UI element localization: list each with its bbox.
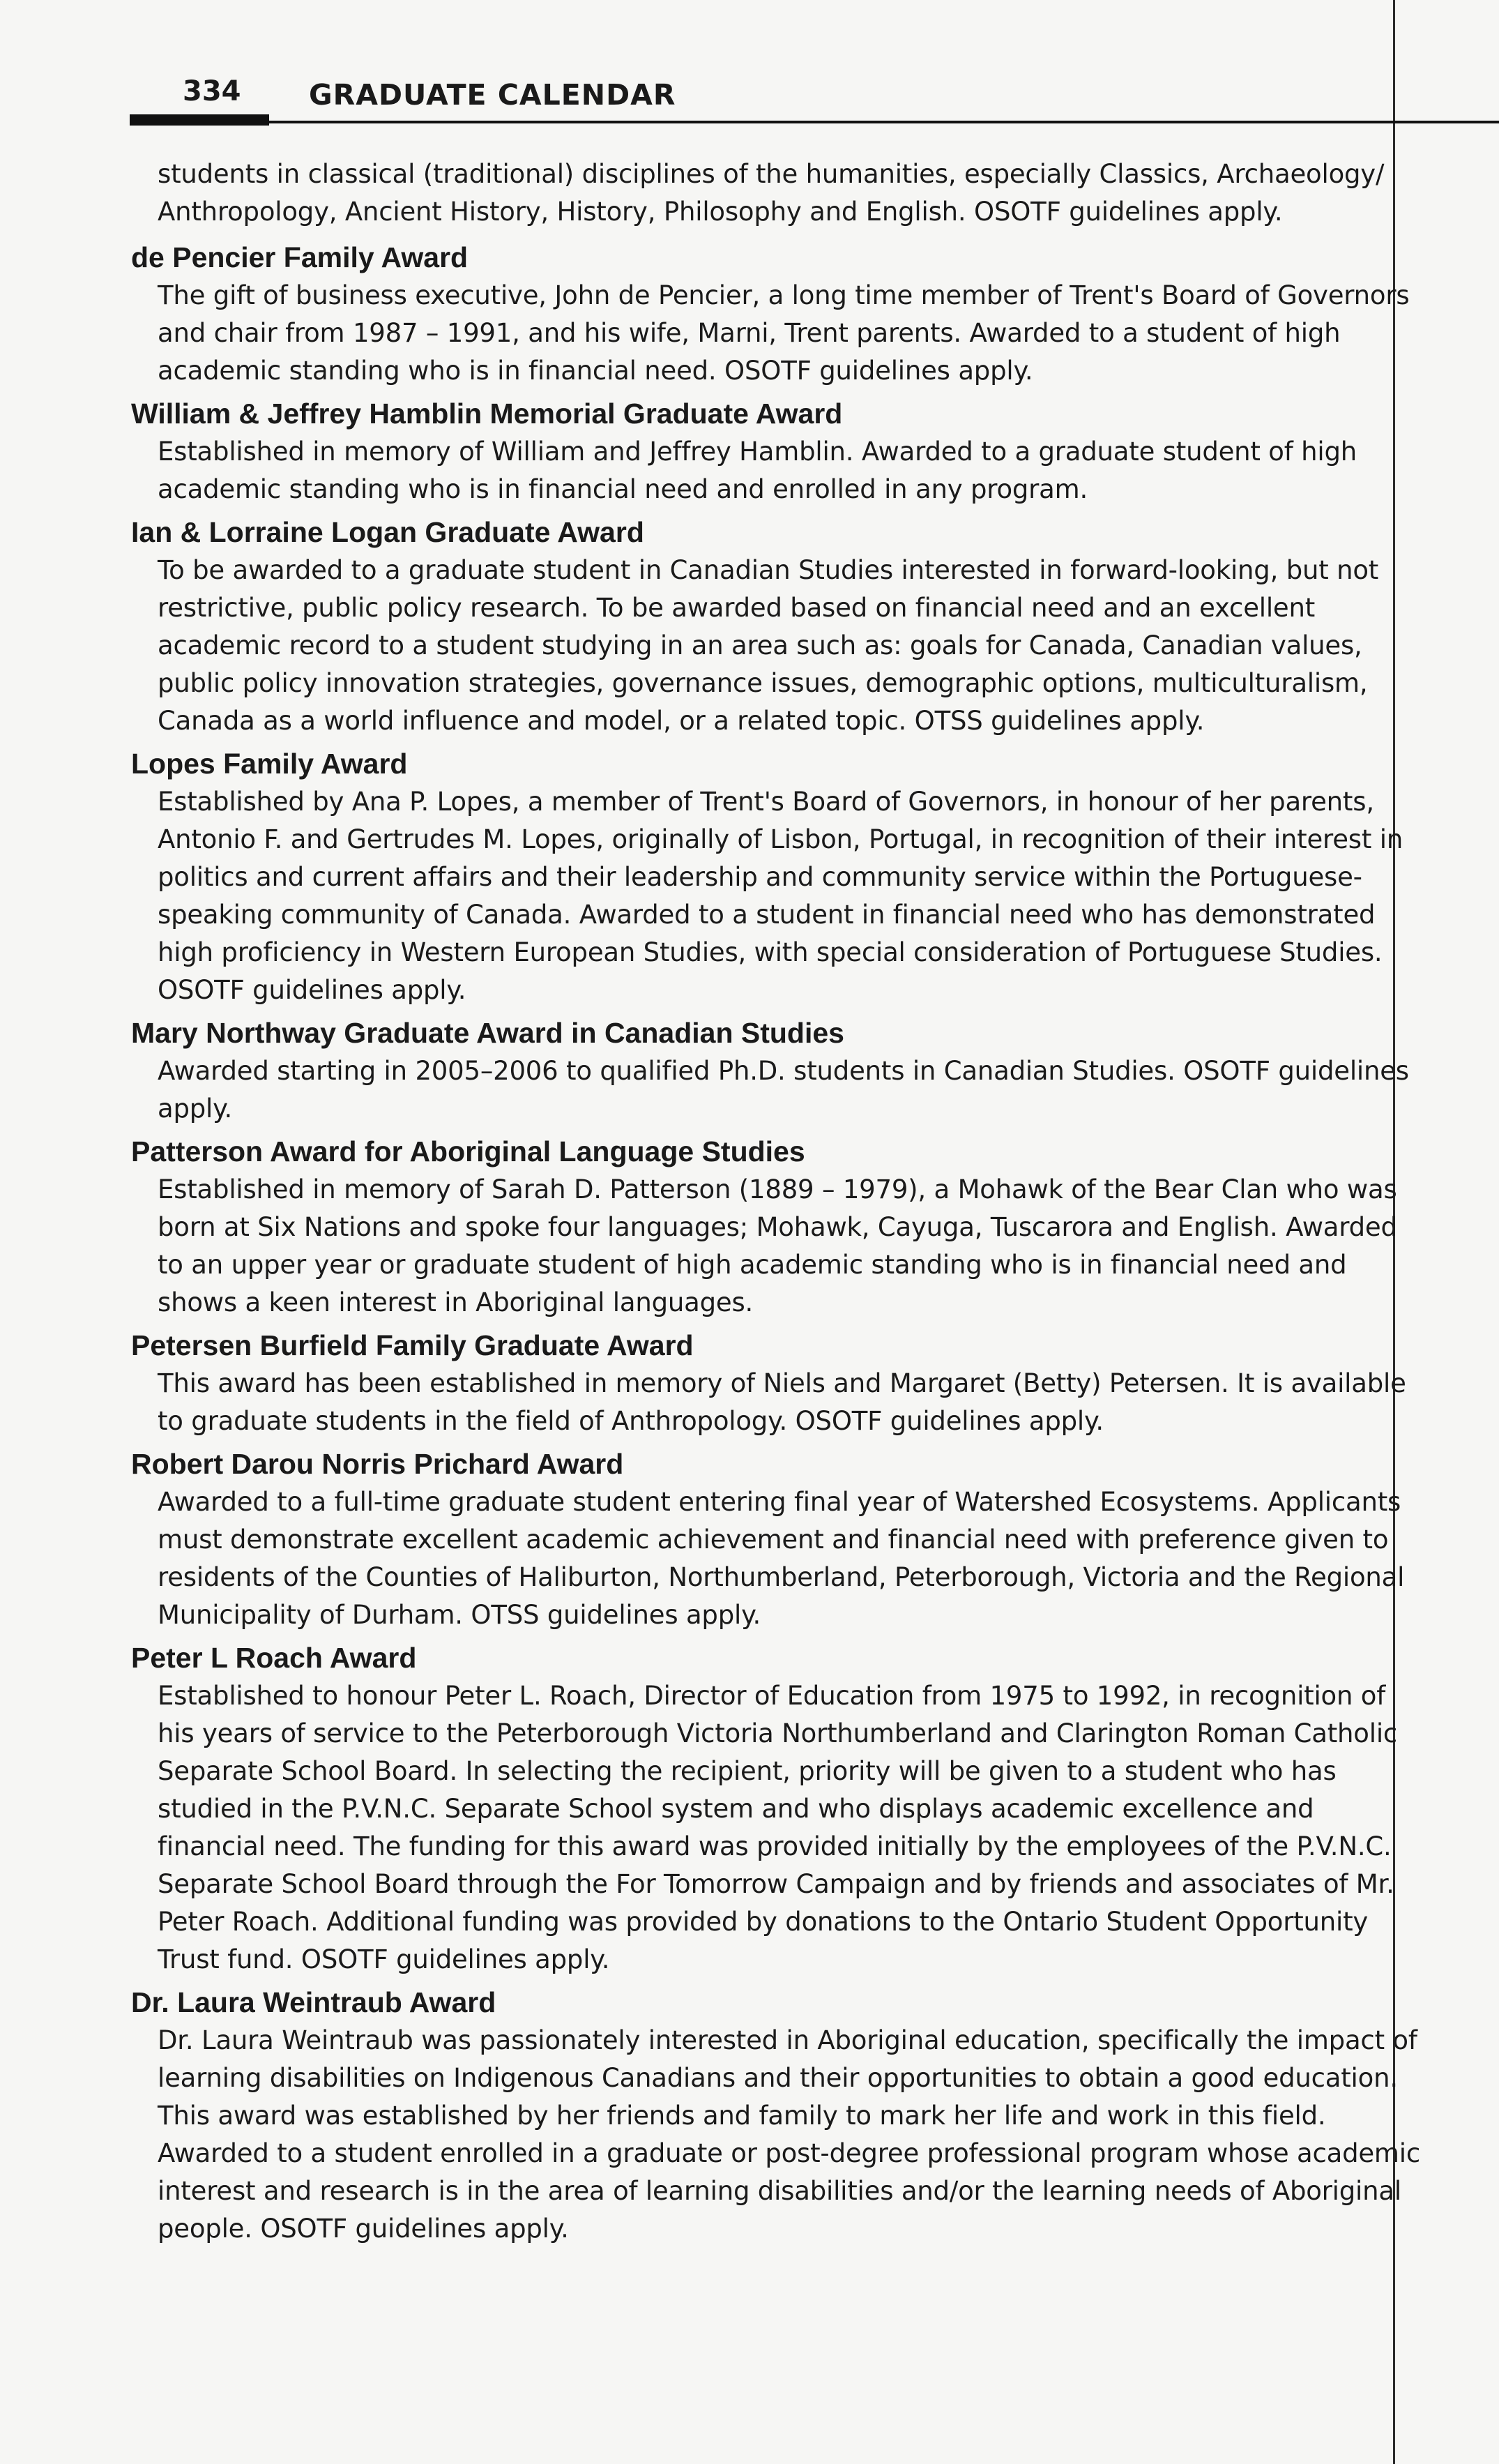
award-description: Established to honour Peter L. Roach, Director of Education from 1975 to 1992, in recognition of his years of service to the Peterborough Victoria Northumberland and Clarington Roman Catholic Separate School Board. In selecting the recipient, priority will be given to a student who has studied in the P.V.N.C. Separate School system and who displays academic excellence and financial need. The funding for this award was provided initially by the employees of the P.V.N.C. Separate School Board through the For Tomorrow Campaign and by friends and associates of Mr. Peter Roach. Additional funding was provided by donations to the Ontario Student Opportunity Trust fund. OSOTF guidelines apply. (158, 1681, 1398, 1974)
award-title: Patterson Award for Aboriginal Language Studies (131, 1135, 805, 1167)
award-title: Petersen Burfield Family Graduate Award (131, 1329, 694, 1361)
running-head: GRADUATE CALENDAR (309, 78, 676, 112)
header-rule-thin (269, 121, 1499, 123)
award-description: Awarded to a full-time graduate student entering final year of Watershed Ecosystems. Applicants must demonstrate excellent academic achievement and financial need with preference given to residents of the Counties of Haliburton, Northumberland, Peterborough, Victoria and the Regional Municipality of Durham. OTSS guidelines apply. (158, 1487, 1405, 1630)
continuation-text: students in classical (traditional) disciplines of the humanities, especially Classics, Archaeology/ Anthropology, Ancient History, History, Philosophy and English. OSOTF guidelines apply. (158, 159, 1385, 227)
award-title: William & Jeffrey Hamblin Memorial Graduate Award (131, 398, 843, 430)
award-description: Established by Ana P. Lopes, a member of Trent's Board of Governors, in honour of her parents, Antonio F. and Gertrudes M. Lopes, originally of Lisbon, Portugal, in recognition of their interest in politics and current affairs and their leadership and community service within the Portuguese-speaking community of Canada. Awarded to a student in financial need who has demonstrated high proficiency in Western European Studies, with special consideration of Portuguese Studies. OSOTF guidelines apply. (158, 787, 1403, 1005)
award-description: The gift of business executive, John de Pencier, a long time member of Trent's Board of Governors and chair from 1987 – 1991, and his wife, Marni, Trent parents. Awarded to a student of high academic standing who is in financial need. OSOTF guidelines apply. (158, 280, 1410, 386)
award-entry (123, 1638, 1426, 1979)
award-title: de Pencier Family Award (131, 241, 469, 273)
award-title: Lopes Family Award (131, 748, 408, 780)
header-rule-thick (130, 114, 269, 126)
award-description: This award has been established in memory of Niels and Margaret (Betty) Petersen. It is available to graduate students in the field of Anthropology. OSOTF guidelines apply. (158, 1368, 1406, 1436)
award-entry (123, 1326, 1426, 1440)
award-entry (123, 1013, 1426, 1128)
page-header (130, 73, 1440, 128)
award-entry (123, 394, 1426, 508)
award-title: Robert Darou Norris Prichard Award (131, 1448, 624, 1480)
award-description: To be awarded to a graduate student in Canadian Studies interested in forward-looking, but not restrictive, public policy research. To be awarded based on financial need and an excellent academic record to a student studying in an area such as: goals for Canada, Canadian values, public policy innovation strategies, governance issues, demographic options, multiculturalism, Canada as a world influence and model, or a related topic. OTSS guidelines apply. (158, 555, 1379, 736)
award-title: Ian & Lorraine Logan Graduate Award (131, 516, 644, 548)
award-description: Dr. Laura Weintraub was passionately interested in Aboriginal education, specifically the impact of learning disabilities on Indigenous Canadians and their opportunities to obtain a good education. This award was established by her friends and family to mark her life and work in this field. Awarded to a student enrolled in a graduate or post-degree professional program whose academic interest and research is in the area of learning disabilities and/or the learning needs of Aboriginal people. OSOTF guidelines apply. (158, 2025, 1421, 2244)
award-entry (123, 1132, 1426, 1322)
award-title: Dr. Laura Weintraub Award (131, 1986, 496, 2018)
award-description: Awarded starting in 2005–2006 to qualified Ph.D. students in Canadian Studies. OSOTF guidelines apply. (158, 1056, 1409, 1124)
page-number: 334 (183, 75, 241, 107)
award-title: Peter L Roach Award (131, 1642, 417, 1674)
award-entry (123, 513, 1426, 740)
awards-list (123, 156, 1426, 2252)
award-entry (123, 1983, 1426, 2248)
award-entry (123, 1444, 1426, 1634)
award-entry (123, 238, 1426, 390)
award-entry (123, 744, 1426, 1009)
award-description: Established in memory of William and Jeffrey Hamblin. Awarded to a graduate student of high academic standing who is in financial need and enrolled in any program. (158, 437, 1357, 504)
award-title: Mary Northway Graduate Award in Canadian Studies (131, 1017, 844, 1049)
award-description: Established in memory of Sarah D. Patterson (1889 – 1979), a Mohawk of the Bear Clan who was born at Six Nations and spoke four languages; Mohawk, Cayuga, Tuscarora and English. Awarded to an upper year or graduate student of high academic standing who is in financial need and shows a keen interest in Aboriginal languages. (158, 1174, 1397, 1317)
